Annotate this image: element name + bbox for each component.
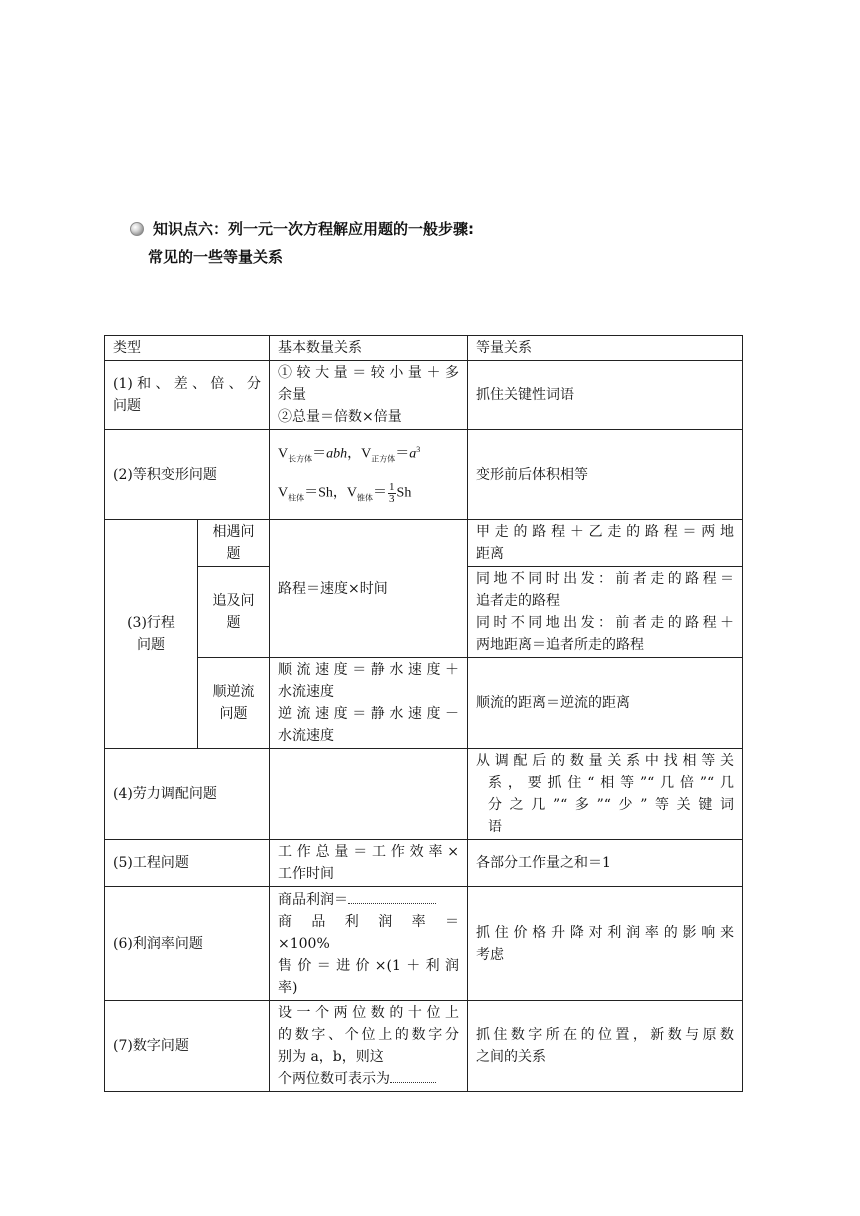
equal-cell [468, 1001, 743, 1092]
equal-text: 同地不同时出发：前者走的路程＝ [476, 571, 734, 587]
equal-text: 从调配后的数量关系中找相等关 [476, 753, 734, 769]
equal-text: 语 [488, 819, 502, 835]
basic-text: 售价＝进价×(1＋利润 [278, 957, 459, 974]
blank-line [390, 1068, 436, 1083]
equal-cell [468, 887, 743, 1001]
equal-cell: 抓住关键性词语 [468, 361, 743, 430]
equal-text: 距离 [476, 546, 504, 562]
table-header-row [105, 336, 743, 361]
basic-text: 率) [278, 979, 298, 996]
volume-formula-2: $V_{柱体}=Sh$，$V_{锥体}=$ $\frac{1}{3}$ Sh [278, 481, 412, 506]
header-basic: 基本数量关系 [270, 336, 468, 361]
type-cell: (2)等积变形问题 [105, 430, 270, 520]
equal-text: 考虑 [476, 946, 504, 963]
equal-text: 分之几”“多”“少”等关键词 [488, 797, 734, 813]
blank-line [348, 889, 436, 904]
table-row [105, 361, 743, 430]
equal-cell [468, 567, 743, 658]
type-text: 问题 [137, 637, 165, 653]
basic-cell: 路程＝速度×时间 [270, 520, 468, 658]
basic-cell [270, 430, 468, 520]
equal-cell: 顺流的距离＝逆流的距离 [468, 658, 743, 749]
equal-cell: 各部分工作量之和＝1 [468, 840, 743, 887]
section-subheading: 常见的一些等量关系 [148, 248, 284, 266]
equal-text: 甲走的路程＋乙走的路程＝两地 [476, 524, 734, 540]
type-cell: (7)数字问题 [105, 1001, 270, 1092]
basic-text: 个两位数可表示为 [278, 1068, 459, 1090]
basic-text: 设一个两位数的十位上 [278, 1005, 459, 1021]
table-row [105, 430, 743, 520]
table-row [105, 840, 743, 887]
table-row [105, 520, 743, 567]
equal-text: 抓住数字所在的位置，新数与原数 [476, 1027, 734, 1043]
table-row [105, 1001, 743, 1092]
section-heading [130, 218, 474, 239]
type-cell: (6)利润率问题 [105, 887, 270, 1001]
subtype-cell [198, 658, 270, 749]
equal-text: 追者走的路程 [476, 593, 560, 609]
type-text: 问题 [113, 398, 141, 414]
subtype-text: 相遇问 [212, 524, 255, 540]
equal-cell [468, 749, 743, 840]
basic-text: 逆流速度＝静水速度－ [278, 706, 459, 722]
type-text: (3)行程 [127, 615, 175, 631]
subtype-cell [198, 567, 270, 658]
basic-text: ②总量＝倍数×倍量 [278, 409, 402, 425]
basic-cell [270, 887, 468, 1001]
equal-text: 同时不同地出发：前者走的路程＋ [476, 615, 734, 631]
subtype-text: 顺逆流 [212, 684, 255, 700]
basic-text: 水流速度 [278, 728, 334, 744]
type-text: (1)和、差、倍、分 [113, 376, 261, 392]
section-heading-text: 知识点六：列一元一次方程解应用题的一般步骤: [153, 220, 475, 238]
basic-cell [270, 749, 468, 840]
equal-cell: 变形前后体积相等 [468, 430, 743, 520]
equal-text: 抓住价格升降对利润率的影响来 [476, 924, 734, 941]
basic-text: ①较大量＝较小量＋多 [278, 365, 459, 381]
equal-cell [468, 520, 743, 567]
basic-text: 水流速度 [278, 684, 334, 700]
type-cell [105, 520, 198, 749]
basic-text: ×100% [278, 935, 330, 952]
subtype-cell [198, 520, 270, 567]
equal-text: 两地距离＝追者所走的路程 [476, 637, 644, 653]
subtype-text: 题 [226, 615, 241, 631]
header-type: 类型 [105, 336, 270, 361]
subtype-text: 问题 [219, 706, 248, 722]
basic-text: 商品利润＝ [278, 889, 459, 911]
basic-text: 工作时间 [278, 866, 334, 882]
equal-text: 系，要抓住“相等”“几倍”“几 [488, 775, 734, 791]
basic-text: 别为 a，b，则这 [278, 1049, 384, 1065]
table-row [105, 658, 743, 749]
volume-formula-1: $V_{长方体}=abh$，$V_{正方体}=a^3$ [278, 445, 421, 464]
basic-cell [270, 840, 468, 887]
header-equal: 等量关系 [468, 336, 743, 361]
subtype-text: 题 [226, 546, 241, 562]
fraction: $\frac{1}{3}$ [389, 481, 395, 506]
equal-text: 之间的关系 [476, 1049, 546, 1065]
bullet-icon [130, 222, 144, 236]
basic-text: 的数字、个位上的数字分 [278, 1027, 459, 1043]
basic-cell [270, 361, 468, 430]
type-cell [105, 361, 270, 430]
table-row [105, 749, 743, 840]
basic-text: 商品利润率＝ [278, 913, 459, 930]
equal-relations-table [104, 335, 743, 1092]
table-row [105, 887, 743, 1001]
type-cell: (4)劳力调配问题 [105, 749, 270, 840]
basic-text: 余量 [278, 387, 306, 403]
basic-text: 顺流速度＝静水速度＋ [278, 662, 459, 678]
basic-cell [270, 658, 468, 749]
basic-text: 工作总量＝工作效率× [278, 844, 459, 860]
subtype-text: 追及问 [212, 593, 255, 609]
basic-cell [270, 1001, 468, 1092]
type-cell: (5)工程问题 [105, 840, 270, 887]
